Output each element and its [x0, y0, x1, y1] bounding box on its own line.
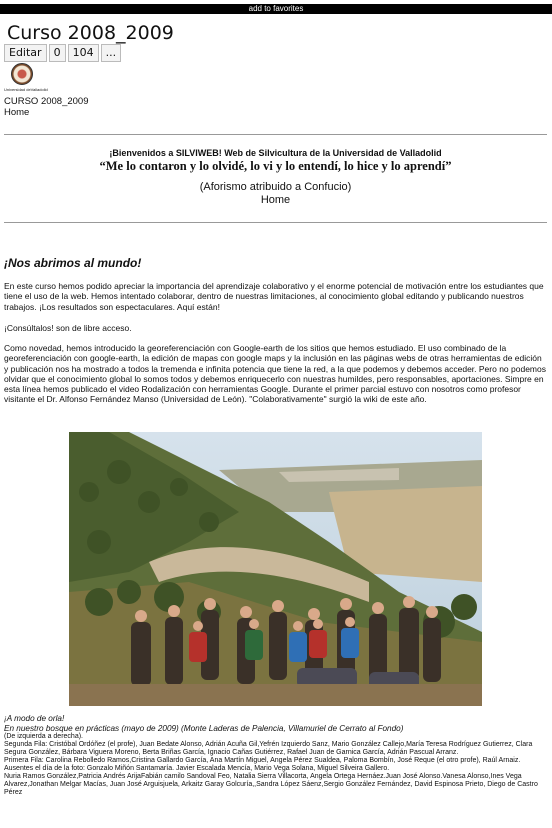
intro-paragraph: En este curso hemos podido apreciar la importancia del aprendizaje colaborativo y el enorme potencial de motivación entre los estudiantes que tiene el uso de la web. Hemos intentado colaborar, dentro de nuestras limitaciones, al conocimiento global editando y publicando nuestros trabajos. ¡Los resultados son espectaculares. Aquí están!: [4, 281, 544, 312]
caption-title: ¡A modo de orla!: [4, 714, 65, 723]
add-to-favorites-link[interactable]: add to favorites: [248, 4, 304, 13]
nav-course-link[interactable]: CURSO 2008_2009: [4, 96, 89, 107]
top-bar: [0, 4, 552, 14]
nav-links: [4, 96, 89, 118]
caption-order: (De izquierda a derecha).: [4, 733, 83, 740]
site-title: Curso 2008_2009: [7, 22, 174, 44]
welcome-block: [4, 148, 547, 207]
logo-caption: Universidad deValladolid: [4, 87, 48, 92]
quote-attribution: (Aforismo atribuido a Confucio): [199, 181, 352, 193]
group-photo-illustration: [69, 432, 482, 706]
more-button[interactable]: ...: [101, 44, 122, 62]
welcome-home-link[interactable]: Home: [260, 194, 291, 206]
georeference-paragraph: Como novedad, hemos introducido la georeferenciación con Google-earth de los sitios que hemos estudiado. El uso combinado de la georeferenciación con google-earth, la edición de mapas con google maps y la inclusión en las páginas webs de otras herramientas de edición y publicación nos ha mostrado a todos la tremenda e infinita potencia que tiene la red, a la que podemos y debemos acceder. Pero no podemos olvidar que el conocimiento global lo somos todos y debemos enriquecerlo con nuestras humildes, pero responsables, aportaciones. Simpre en esta línea hemos publicado el video Rodalización con herramientas Google. Durante el primer parcial estuvo con nosotros como profesor visitante el Dr. Alfonso Fernández Manso (Universidad de León). "Colaborativamente" surgió la wiki de este año.: [4, 343, 546, 405]
count-badge-0[interactable]: 0: [49, 44, 66, 62]
caption-absent: Ausentes el día de la foto: Gonzalo Miñón Santamaría. Javier Escalada Mencía, Mario Vega Solana, Miguel Silveira Gallero.: [4, 765, 390, 772]
group-photo: [69, 432, 482, 706]
university-seal-icon: [11, 63, 33, 85]
caption-second-row: Segunda Fila: Cristóbal Ordóñez (el profe), Juan Bedate Alonso, Adrián Acuña Gil,Yefrén Izquierdo Sanz, Mario González Callejo,María Teresa Rodríguez Gutierrez, Clara Segura González, Bárbara Viguera Moreno, Berta Briñas García, Ignacio Cañas Gutiérrez, Rafael Juan de Garnica García, Adrián Pascual Arranz.: [4, 741, 533, 756]
divider-top: [4, 134, 547, 135]
nav-home-link[interactable]: Home: [4, 107, 30, 118]
photo-caption: [4, 714, 549, 797]
divider-middle: [4, 222, 547, 223]
edit-button[interactable]: Editar: [4, 44, 47, 62]
confucius-quote: “Me lo contaron y lo olvidé, lo vi y lo entendí, lo hice y lo aprendí”: [99, 159, 452, 173]
consult-paragraph: ¡Consúltalos! son de libre acceso.: [4, 323, 132, 333]
caption-subtitle: En nuestro bosque en prácticas (mayo de 2009) (Monte Laderas de Palencia, Villamuriel de Cerrato al Fondo): [4, 723, 404, 733]
toolbar: [4, 44, 121, 62]
count-badge-104[interactable]: 104: [68, 44, 99, 62]
section-heading: ¡Nos abrimos al mundo!: [4, 256, 142, 270]
caption-first-row: Primera Fila: Carolina Rebolledo Ramos,Cristina Gallardo García, Ana Martín Miguel, Angela Pérez Sualdea, Paloma Bombín, José Reque (el otro profe), Raúl Arnaiz.: [4, 757, 521, 764]
welcome-heading: ¡Bienvenidos a SILVIWEB! Web de Silvicultura de la Universidad de Valladolid: [109, 148, 442, 158]
university-logo[interactable]: [4, 63, 48, 92]
caption-more-names: Nuria Ramos González,Patricia Andrés ArijaFabián camilo Sandoval Feo, Natalia Sierra Villacorta, Angela Ortega Hernáez.Juan José Alonso.Vanesa Alonso,Ines Vega Alvarez,Jonathan Melgar Macías, Juan José Arguisjuela, Arkaitz Garay Golcuría,,Sandra López Sáenz,Sergio González Fernández, David Espinosa Prieto, Diego de Castro Pérez: [4, 773, 538, 796]
